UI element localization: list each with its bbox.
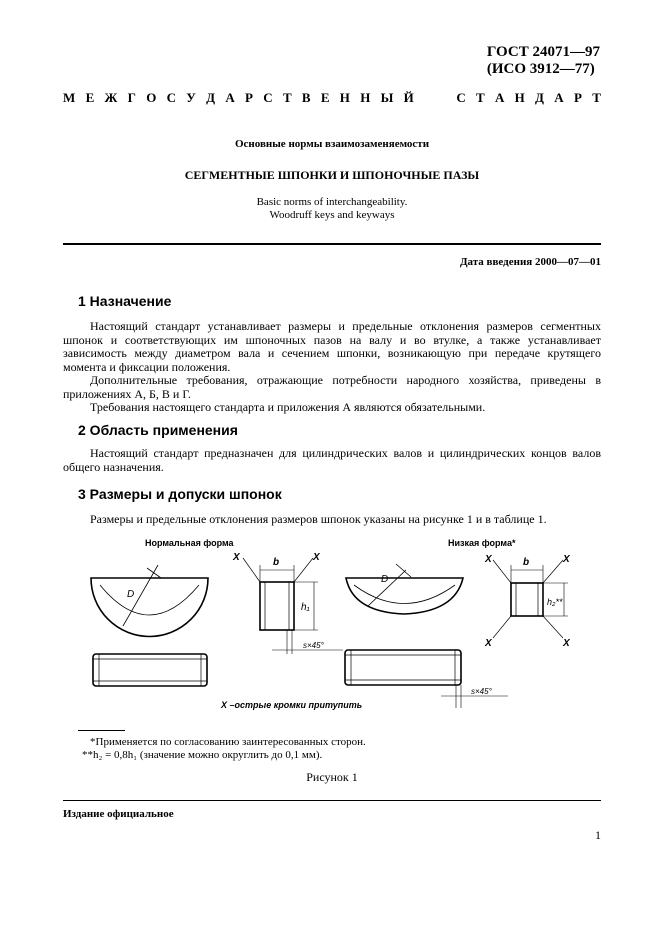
low-key-front-view [484, 554, 571, 649]
edge-mark-x: X [485, 554, 492, 565]
figure-1-drawing [63, 530, 603, 720]
dim-width-normal: b [273, 557, 280, 568]
edge-mark-x: X [313, 552, 320, 563]
banner-letter: Н [339, 90, 350, 105]
banner-letter: Е [85, 90, 95, 105]
english-title-line2: Woodruff keys and keyways [269, 209, 395, 221]
banner-letter: Н [514, 90, 525, 105]
paragraph-text: Настоящий стандарт устанавливает размеры и предельные отклонения размеров сегментных шпонок и соответствующих им шпоночных пазов на валу и во втулке, а также устанавливает зависимость между диаметром вала и сечением шпонки, возникающую при передаче крутящего момента и фиксации положения. [63, 319, 601, 374]
banner-letter: Д [206, 90, 216, 105]
banner-letter: Т [476, 90, 485, 105]
footnote-1: *Применяется по согласованию заинтересованных сторон. [90, 736, 366, 748]
english-title-line1: Basic norms of interchangeability. [256, 196, 408, 208]
footnote-2: **h₂ = 0,8h₁ (значение можно округлить до 0,1 мм). [82, 749, 323, 761]
normal-key-top-view [93, 654, 207, 686]
banner-letter: Т [592, 90, 601, 105]
footer-divider [63, 800, 601, 801]
edge-mark-x: X [485, 638, 492, 649]
banner-letter: Ж [104, 90, 118, 105]
subject-title: Основные нормы взаимозаменяемости [234, 138, 430, 150]
figure-note: X –острые кромки притупить [221, 700, 363, 710]
banner-letter: Ы [380, 90, 394, 105]
banner-letter: О [146, 90, 157, 105]
banner-letter: В [301, 90, 311, 105]
page-number: 1 [595, 828, 601, 842]
banner-letter: У [186, 90, 196, 105]
section-3-paragraph-1 [63, 513, 601, 527]
dim-width-low: b [523, 557, 530, 568]
label-low-form: Низкая форма* [448, 538, 516, 548]
paragraph-text: Размеры и предельные отклонения размеров шпонок указаны на рисунке 1 и в таблице 1. [90, 512, 547, 526]
label-normal-form: Нормальная форма [145, 538, 234, 548]
dim-height-h2: h₂** [547, 597, 563, 607]
banner-letter: А [494, 90, 505, 105]
banner-letter: Г [127, 90, 136, 105]
banner-letter: А [225, 90, 235, 105]
paragraph-text: Настоящий стандарт предназначен для цилиндрических валов и цилиндрических концов валов общего назначения. [63, 446, 601, 474]
dim-diameter-normal: D [127, 589, 135, 600]
title-divider [63, 243, 601, 245]
section-1-paragraph-2 [63, 374, 601, 401]
section-2-heading: 2 Область применения [78, 422, 238, 438]
paragraph-text: Дополнительные требования, отражающие потребности народного хозяйства, приведены в приложениях А, Б, В и Г. [63, 373, 601, 401]
edge-mark-x: X [563, 638, 570, 649]
edition-note: Издание официальное [63, 808, 174, 820]
iso-code: (ИСО 3912—77) [486, 61, 595, 77]
banner-letter: Р [245, 90, 253, 105]
footnote-divider [78, 730, 125, 731]
banner-letter: Д [535, 90, 544, 105]
gost-code: ГОСТ 24071—97 [486, 44, 600, 60]
banner-letter: Р [573, 90, 582, 105]
banner-letter: Й [403, 90, 414, 105]
banner-letter: Н [360, 90, 371, 105]
normal-key-side-view [91, 565, 208, 637]
section-3-heading: 3 Размеры и допуски шпонок [78, 486, 282, 502]
section-1-paragraph-1 [63, 320, 601, 374]
banner-letter: С [456, 90, 466, 105]
dim-chamfer-low: s×45° [471, 687, 492, 696]
low-key-side-view [346, 564, 463, 614]
banner-letter: С [263, 90, 273, 105]
standard-banner [63, 90, 601, 106]
section-1-paragraph-3 [63, 401, 601, 415]
paragraph-text: Требования настоящего стандарта и приложения А являются обязательными. [90, 400, 486, 414]
banner-letter: Е [320, 90, 330, 105]
main-title: СЕГМЕНТНЫЕ ШПОНКИ И ШПОНОЧНЫЕ ПАЗЫ [184, 168, 480, 182]
dim-diameter-low: D [381, 574, 389, 585]
section-1-heading: 1 Назначение [78, 293, 172, 309]
banner-letter: А [554, 90, 564, 105]
banner-letter: С [166, 90, 177, 105]
dim-chamfer-normal: s×45° [303, 641, 324, 650]
banner-letter: Т [282, 90, 292, 105]
section-2-paragraph-1 [63, 447, 601, 474]
edge-mark-x: X [233, 552, 240, 563]
normal-key-front-view [232, 552, 343, 654]
edge-mark-x: X [563, 554, 570, 565]
banner-gap [424, 90, 446, 106]
banner-letter: М [63, 90, 76, 105]
figure-caption: Рисунок 1 [306, 770, 358, 784]
standard-code [487, 44, 600, 78]
low-key-top-view [345, 650, 508, 708]
english-title [63, 196, 601, 222]
introduction-date: Дата введения 2000—07—01 [459, 256, 601, 268]
dim-height-h1: h₁ [301, 602, 310, 613]
